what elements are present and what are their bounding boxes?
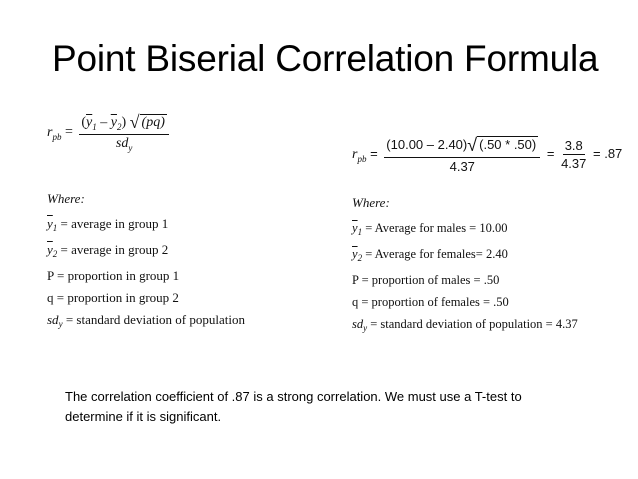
- def-row: q = proportion of females = .50: [352, 295, 509, 309]
- where-label: Where:: [47, 191, 85, 206]
- def-row: q = proportion in group 2: [47, 290, 179, 305]
- def-row: $sd_y$ = standard deviation of population = 4.37: [352, 317, 578, 333]
- formula-lhs: $r_{pb}$: [47, 124, 62, 142]
- where-label: Where:: [352, 195, 390, 210]
- def-row: $\overline{y}_2$ = Average for females= 2.40: [352, 247, 508, 263]
- caption-text: The correlation coefficient of .87 is a strong correlation. We must use a T-test to determine if it is significant.: [65, 389, 522, 424]
- def-row: P = proportion of males = .50: [352, 273, 500, 287]
- def-row: P = proportion in group 1: [47, 268, 180, 283]
- general-formula: $r_{pb}$ = $\frac{(\overline{y}_1 - \overline{y}_2) √ (pq)}{sd_y}$: [47, 112, 172, 153]
- slide-title: Point Biserial Correlation Formula: [52, 38, 599, 79]
- def-row: $\overline{y}_1$ = average in group 1: [47, 216, 169, 233]
- def-row: $\overline{y}_1$ = Average for males = 10.00: [352, 221, 508, 237]
- def-row: $sd_y$ = standard deviation of population: [47, 312, 245, 329]
- worked-fraction-2: $\frac{3.8}{4.37}$: [561, 138, 587, 171]
- def-row: $\overline{y}_2$ = average in group 2: [47, 242, 169, 259]
- worked-definitions: [352, 192, 578, 339]
- worked-formula: $r_{pb}$ = $\frac{(10.00 - 2.40)√ (.50 * .50)}{4.37}$ = $\frac{3.8}{4.37}$ = .87: [352, 135, 623, 174]
- formula-fraction: $\frac{(\overline{y}_1 - \overline{y}_2) √ (pq)}{sd_y}$: [79, 112, 169, 153]
- general-definitions: [47, 188, 245, 335]
- worked-fraction: $\frac{(10.00 - 2.40)√ (.50 * .50)}{4.37}$: [384, 135, 540, 174]
- result: = .87: [593, 145, 623, 161]
